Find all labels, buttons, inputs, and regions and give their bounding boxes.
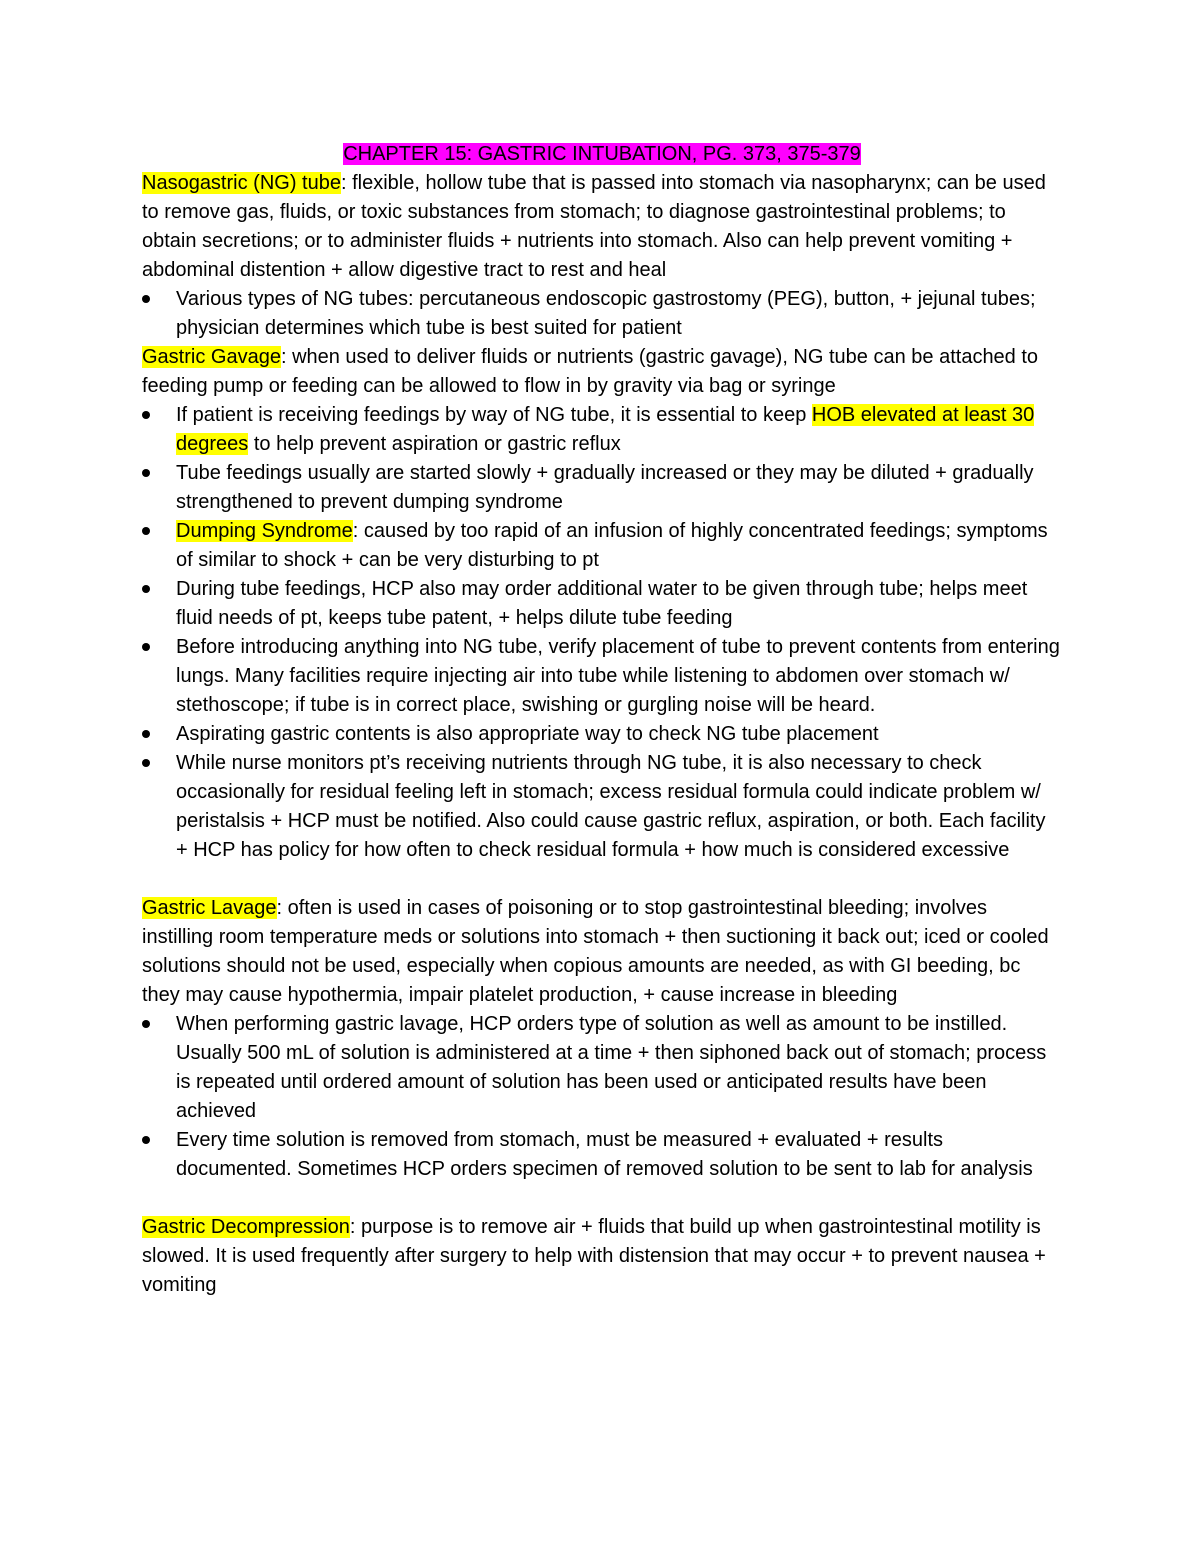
gavage-text: : when used to deliver fluids or nutrients (gastric gavage), NG tube can be attached to feeding pump or feeding can be allowed to flow in by gravity via bag or syringe — [142, 346, 1039, 397]
list-item: If patient is receiving feedings by way of NG tube, it is essential to keep HOB elevated at least 30 degrees to help prevent aspiration or gastric reflux — [142, 401, 1062, 459]
lavage-text: : often is used in cases of poisoning or to stop gastrointestinal bleeding; involves instilling room temperature meds or solutions into stomach + then suctioning it back out; iced or cooled solutions should not be used, especially when copious amounts are needed, as with GI beeding, bc they may cause hypothermia, impair platelet production, + cause increase in bleeding — [142, 897, 1049, 1006]
list-item: Every time solution is removed from stomach, must be measured + evaluated + results documented. Sometimes HCP orders specimen of removed solution to be sent to lab for analysis — [142, 1126, 1062, 1184]
list-item: Before introducing anything into NG tube, verify placement of tube to prevent contents from entering lungs. Many facilities require injecting air into tube while listening to abdomen over stomach w/ stethoscope; if tube is in correct place, swishing or gurgling noise will be heard. — [142, 633, 1062, 720]
lavage-paragraph — [142, 894, 1062, 1010]
bullet-icon — [142, 759, 150, 767]
paragraph-gap — [142, 865, 1062, 894]
ng-tube-paragraph — [142, 169, 1062, 285]
ng-tube-term: Nasogastric (NG) tube — [142, 172, 341, 194]
list-item: Dumping Syndrome: caused by too rapid of an infusion of highly concentrated feedings; symptoms of similar to shock + can be very disturbing to pt — [142, 517, 1062, 575]
list-item: Tube feedings usually are started slowly + gradually increased or they may be diluted + gradually strengthened to prevent dumping syndrome — [142, 459, 1062, 517]
gavage-term: Gastric Gavage — [142, 346, 281, 368]
dumping-syndrome-term: Dumping Syndrome — [176, 520, 353, 542]
decompression-text: : purpose is to remove air + fluids that build up when gastrointestinal motility is slowed. It is used frequently after surgery to help with distension that may occur + to prevent nausea + vomiting — [142, 1216, 1046, 1296]
bullet-icon — [142, 643, 150, 651]
decompression-term: Gastric Decompression — [142, 1216, 350, 1238]
hob-highlight: HOB elevated at least 30 degrees — [176, 404, 1035, 455]
page-title — [142, 140, 1062, 169]
list-item: When performing gastric lavage, HCP orders type of solution as well as amount to be instilled. Usually 500 mL of solution is administered at a time + then siphoned back out of stomach; process is repeated until ordered amount of solution has been used or anticipated results have been achieved — [142, 1010, 1062, 1126]
gavage-paragraph — [142, 343, 1062, 401]
bullet-icon — [142, 730, 150, 738]
bullet-icon — [142, 411, 150, 419]
lavage-term: Gastric Lavage — [142, 897, 277, 919]
document-page — [142, 140, 1062, 1300]
bullet-icon — [142, 469, 150, 477]
bullet-icon — [142, 585, 150, 593]
list-item: During tube feedings, HCP also may order additional water to be given through tube; helps meet fluid needs of pt, keeps tube patent, + helps dilute tube feeding — [142, 575, 1062, 633]
bullet-icon — [142, 295, 150, 303]
paragraph-gap — [142, 1184, 1062, 1213]
ng-tube-bullets — [142, 285, 1062, 343]
list-item: Aspirating gastric contents is also appropriate way to check NG tube placement — [142, 720, 1062, 749]
decompression-paragraph — [142, 1213, 1062, 1300]
bullet-icon — [142, 1136, 150, 1144]
bullet-icon — [142, 1020, 150, 1028]
bullet-icon — [142, 527, 150, 535]
title-highlight: CHAPTER 15: GASTRIC INTUBATION, PG. 373, 375-379 — [343, 143, 861, 165]
list-item: While nurse monitors pt’s receiving nutrients through NG tube, it is also necessary to check occasionally for residual feeling left in stomach; excess residual formula could indicate problem w/ peristalsis + HCP must be notified. Also could cause gastric reflux, aspiration, or both. Each facility + HCP has policy for how often to check residual formula + how much is considered excessive — [142, 749, 1062, 865]
list-item: Various types of NG tubes: percutaneous endoscopic gastrostomy (PEG), button, + jejunal tubes; physician determines which tube is best suited for patient — [142, 285, 1062, 343]
lavage-bullets — [142, 1010, 1062, 1184]
ng-tube-text: : flexible, hollow tube that is passed into stomach via nasopharynx; can be used to remove gas, fluids, or toxic substances from stomach; to diagnose gastrointestinal problems; to obtain secretions; or to administer fluids + nutrients into stomach. Also can help prevent vomiting + abdominal distention + allow digestive tract to rest and heal — [142, 172, 1046, 281]
gavage-bullets — [142, 401, 1062, 865]
